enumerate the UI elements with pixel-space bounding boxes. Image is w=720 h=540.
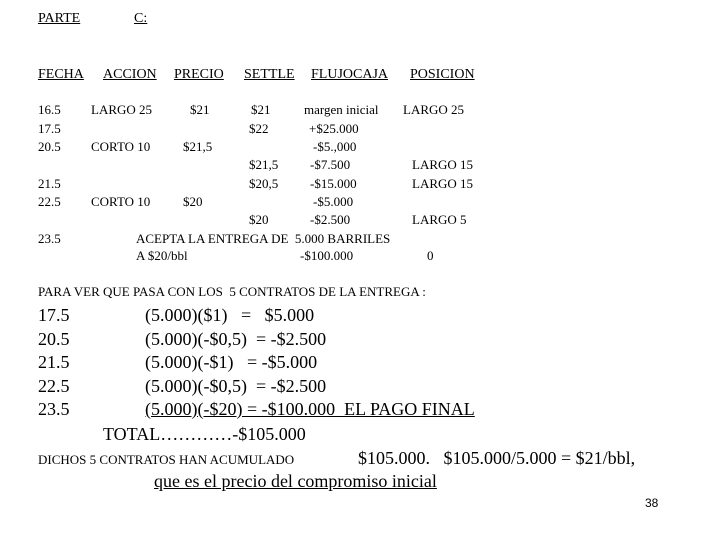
row-posicion: LARGO 15 [412,176,474,191]
section-subtitle: PARA VER QUE PASA CON LOS 5 CONTRATOS DE LA ENTREGA : [38,284,426,299]
calc-expr: (5.000)(-$0,5) = -$2.500 [145,376,327,396]
total-line: TOTAL…………-$105.000 [103,424,306,444]
row-fecha: 23.5 [38,231,61,246]
calc-date: 20.5 [38,329,70,349]
row-accion: CORTO 10 [91,139,151,154]
summary-prefix: DICHOS 5 CONTRATOS HAN ACUMULADO [38,452,295,467]
calc-expr: (5.000)($1) = $5.000 [145,305,315,325]
calc-expr: (5.000)(-$0,5) = -$2.500 [145,329,327,349]
summary-conclusion: que es el precio del compromiso inicial [154,471,437,491]
summary-value: $105.000. $105.000/5.000 = $21/bbl, [358,448,636,468]
col-settle: SETTLE [244,67,295,82]
row-fecha: 21.5 [38,176,61,191]
row-settle: $20 [249,212,269,227]
calc-expr: (5.000)(-$1) = -$5.000 [145,352,318,372]
page-number: 38 [645,496,659,510]
col-posicion: POSICION [410,67,475,82]
row-precio: $21 [190,102,210,117]
row-precio: $21,5 [183,139,213,154]
row-fecha: 17.5 [38,121,61,136]
row-posicion: LARGO 25 [403,102,465,117]
delivery-posicion: 0 [427,248,434,263]
parte-label: PARTE [38,11,81,26]
row-flujo: -$5.,000 [313,139,357,154]
calc-expr-final: (5.000)(-$20) = -$100.000 EL PAGO FINAL [145,399,475,419]
section-c-label: C: [134,11,148,26]
row-flujo: -$2.500 [310,212,351,227]
row-fecha: 20.5 [38,139,61,154]
delivery-price: A $20/bbl [136,248,188,263]
row-posicion: LARGO 5 [412,212,467,227]
col-precio: PRECIO [174,67,224,82]
calc-date: 23.5 [38,399,70,419]
col-accion: ACCION [103,67,157,82]
calc-date: 17.5 [38,305,70,325]
calc-date: 22.5 [38,376,70,396]
row-fecha: 16.5 [38,102,61,117]
row-accion: LARGO 25 [91,102,153,117]
col-flujocaja: FLUJOCAJA [311,67,389,82]
row-precio: $20 [183,194,203,209]
row-settle: $22 [249,121,269,136]
row-flujo: -$15.000 [310,176,357,191]
row-settle: $21 [251,102,271,117]
delivery-note: ACEPTA LA ENTREGA DE 5.000 BARRILES [136,231,391,246]
row-accion: CORTO 10 [91,194,151,209]
calc-date: 21.5 [38,352,70,372]
row-fecha: 22.5 [38,194,61,209]
row-settle: $21,5 [249,157,279,172]
row-flujo: -$7.500 [310,157,351,172]
row-posicion: LARGO 15 [412,157,474,172]
row-flujo: +$25.000 [309,121,359,136]
col-fecha: FECHA [38,67,84,82]
row-flujo: margen inicial [304,102,379,117]
delivery-flujo: -$100.000 [300,248,354,263]
row-flujo: -$5.000 [313,194,354,209]
row-settle: $20,5 [249,176,279,191]
